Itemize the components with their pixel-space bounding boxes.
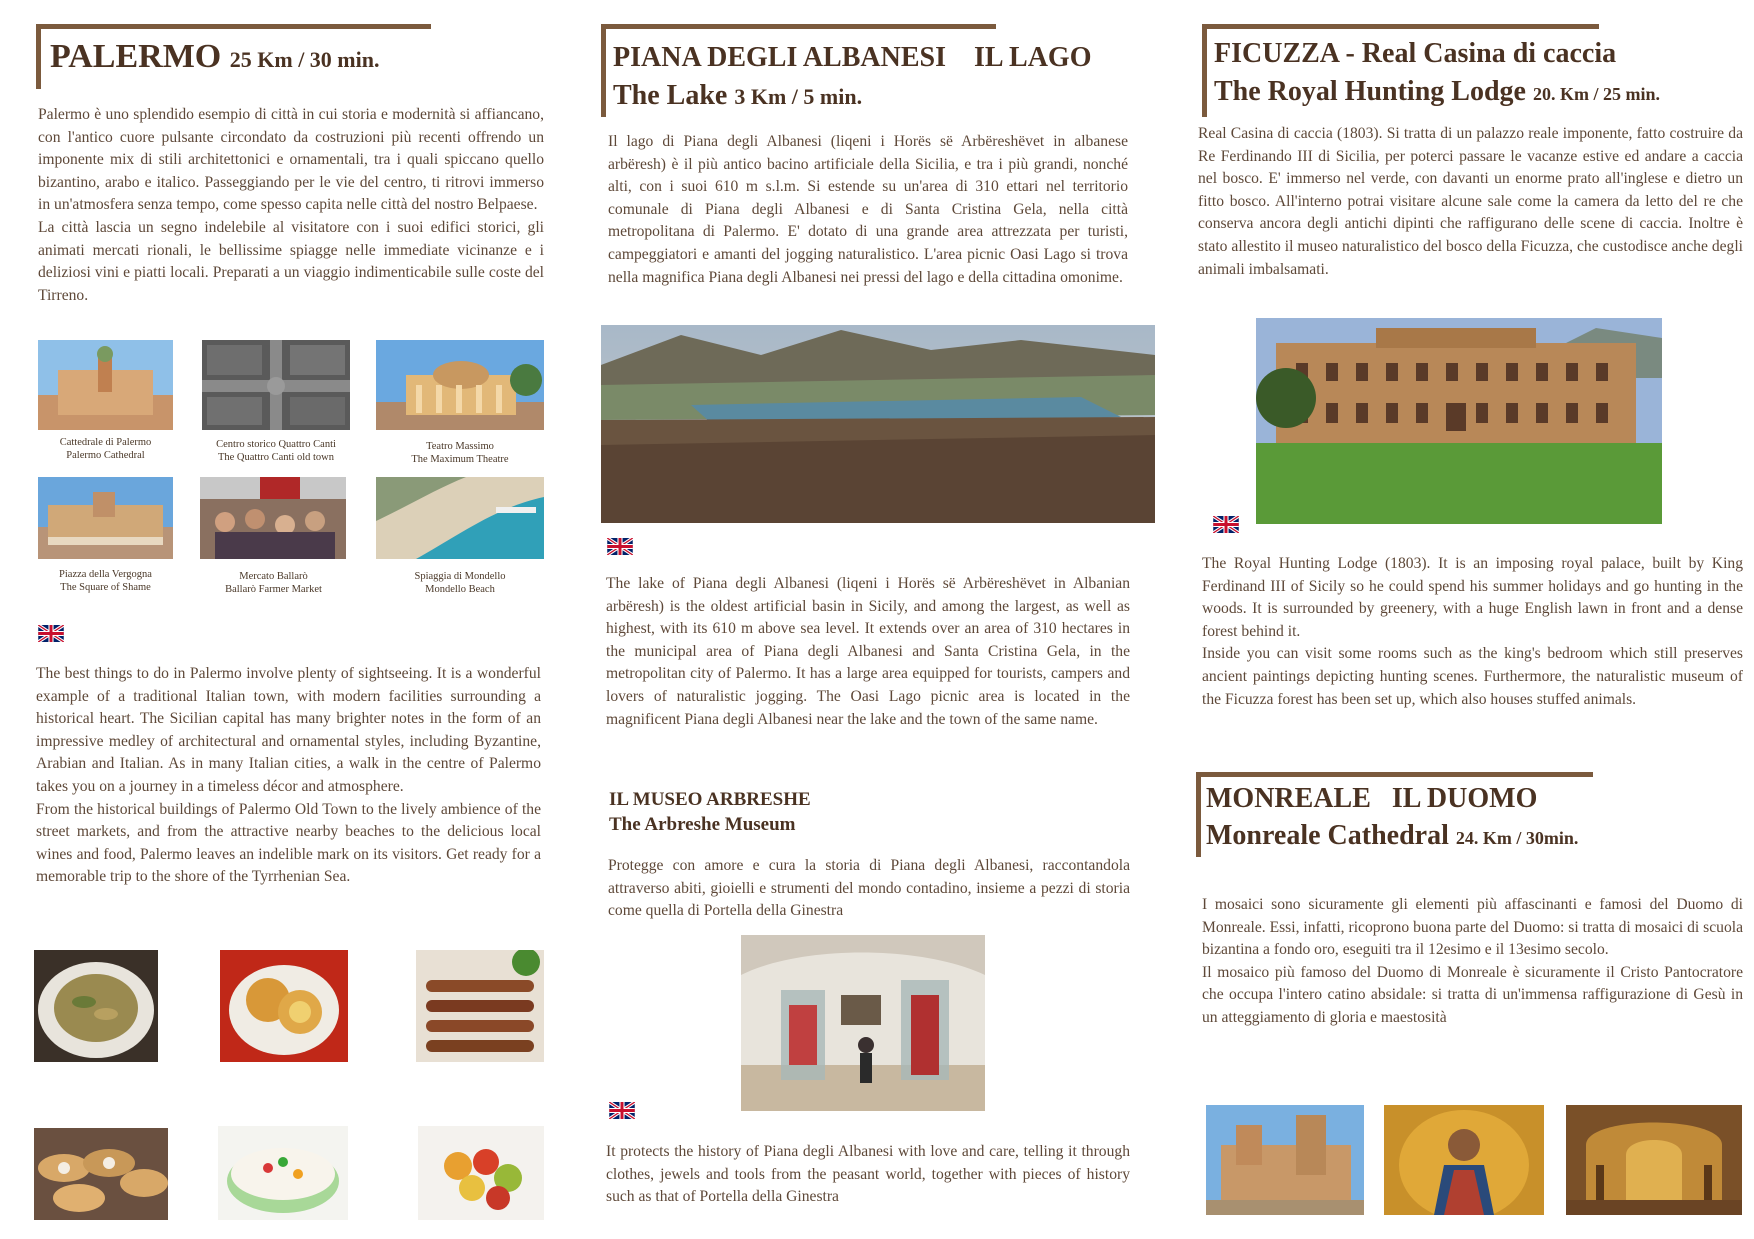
pasta-photo xyxy=(34,950,158,1062)
palermo-caption-1 xyxy=(28,436,183,462)
quattro-canti-photo xyxy=(202,340,350,430)
piana-it-text xyxy=(608,131,1128,289)
museum-it-paragraph: Protegge con amore e cura la storia di Piana degli Albanesi, raccontandola attraverso abiti, gioielli e strumenti del mondo contadino, insieme a pezzi di storia come quella di Portella della Ginestra xyxy=(608,857,1130,920)
monreale-it-paragraph: Il mosaico più famoso del Duomo di Monreale è sicuramente il Cristo Pantocratore che occupa l'intero catino absidale: si tratta di un'immensa raffigurazione di Gesù in un atteggiamento di gloria e maestosità xyxy=(1202,963,1743,1026)
ficuzza-title-line2 xyxy=(1214,78,1660,106)
palermo-en-paragraph: From the historical buildings of Palermo Old Town to the lively ambience of the street markets, and from the attractive nearby beaches to the delicious local wines and food, Palermo leaves an indelible mark on its visitors. Get ready for a memorable trip to the shore of the Tyrrhenian Sea. xyxy=(36,800,541,886)
lake-photo xyxy=(601,325,1155,523)
ficuzza-en-paragraph: The Royal Hunting Lodge (1803). It is an imposing royal palace, built by King Ferdinand III of Sicily so he could spend his summer holidays and go hunting in the woods. It is surrounded by greenery, with a huge English lawn in front and a dense forest behind it. xyxy=(1202,555,1743,640)
ficuzza-it-text xyxy=(1198,123,1743,281)
palermo-title-text: PALERMO xyxy=(50,38,222,75)
palermo-caption-4 xyxy=(28,568,183,594)
ficuzza-title-en: The Royal Hunting Lodge xyxy=(1214,76,1526,107)
palermo-caption-6 xyxy=(380,570,540,596)
ficuzza-en-text xyxy=(1202,553,1743,711)
museum-title-en: The Arbreshe Museum xyxy=(609,814,796,835)
piana-title-line2 xyxy=(613,82,862,110)
ficuzza-title-line1: FICUZZA - Real Casina di caccia xyxy=(1214,38,1617,69)
palermo-caption-5 xyxy=(196,570,351,596)
royal-lodge-photo xyxy=(1256,318,1662,524)
caption-it: Teatro Massimo xyxy=(426,441,494,452)
monreale-it-paragraph: I mosaici sono sicuramente gli elementi più affascinanti e famosi del Duomo di Monreale. Essi, infatti, ricoprono buona parte del Duomo: si tratta di mosaici di scuola bizantina a fondo oro, eseguiti tra il 12esimo e il 13esimo secolo. xyxy=(1202,896,1743,959)
mondello-beach-photo xyxy=(376,477,544,559)
museum-en-text xyxy=(606,1141,1130,1209)
monreale-title-line2 xyxy=(1206,822,1578,850)
museum-title-it: IL MUSEO ARBRESHE xyxy=(609,789,811,810)
monreale-exterior-photo xyxy=(1206,1105,1364,1215)
piana-en-text xyxy=(606,573,1130,731)
caption-en: The Square of Shame xyxy=(60,582,151,593)
ficuzza-distance: 20. Km / 25 min. xyxy=(1532,84,1660,104)
palermo-it-paragraph: Palermo è uno splendido esempio di città in cui storia e modernità si affiancano, con l'antico cuore pulsante circondato da costruzioni più recenti offrendo un imponente mix di stili architettonici e ornamentali, tra i quali spiccano quello bizantino, arabo e italico. Passeggiando per le vie del centro, ti ritrovi immerso in un'atmosfera senza tempo, come spesso capita nelle città del nostro Belpaese. xyxy=(38,106,544,214)
piana-title-lake-it: IL LAGO xyxy=(973,42,1092,73)
cristo-pantocratore-photo xyxy=(1384,1105,1544,1215)
palermo-cathedral-photo xyxy=(38,340,173,430)
museum-it-text xyxy=(608,855,1130,923)
piana-it-paragraph: Il lago di Piana degli Albanesi (liqeni i Horës së Arbëreshëvet in albanese arbëresh) è il più antico bacino artificiale della Sicilia, e tra i più grandi, nonché alti, con i suoi 610 m s.l.m. Si estende su un'area di 310 ettari nel territorio comunale di Piana degli Albanesi e di Santa Cristina Gela, nella città metropolitana di Palermo. E' dotato di una grande area attrezzata per turisti, campeggiatori e amanti del jogging naturalistico. L'area picnic Oasi Lago si trova nella magnifica Piana degli Albanesi nei pressi del lago e della cittadina omonime. xyxy=(608,133,1128,286)
cannoli-photo xyxy=(34,1128,168,1220)
uk-flag-icon xyxy=(1213,516,1239,533)
monreale-distance: 24. Km / 30min. xyxy=(1455,828,1579,848)
monreale-title-duomo: IL DUOMO xyxy=(1391,783,1538,814)
piana-title-en: The Lake xyxy=(613,80,728,111)
monreale-title-en: Monreale Cathedral xyxy=(1206,820,1449,851)
ficuzza-en-paragraph: Inside you can visit some rooms such as the king's bedroom which still preserves ancient paintings depicting hunting scenes. Furthermore, the naturalistic museum of the Ficuzza forest has been set up, which also houses stuffed animals. xyxy=(1202,645,1743,708)
caption-en: The Maximum Theatre xyxy=(411,454,509,465)
palermo-en-text xyxy=(36,663,541,889)
piana-distance: 3 Km / 5 min. xyxy=(734,84,863,109)
stigghiola-photo xyxy=(416,950,544,1062)
palermo-title xyxy=(50,40,379,74)
monreale-interior-photo xyxy=(1566,1105,1742,1215)
caption-en: The Quattro Canti old town xyxy=(217,452,335,463)
caption-it: Cattedrale di Palermo xyxy=(59,437,152,448)
museum-en-paragraph: It protects the history of Piana degli Albanesi with love and care, telling it through clothes, jewels and tools from the peasant world, together with pieces of history such as that of Portella della Ginestra xyxy=(606,1143,1130,1206)
palermo-caption-3 xyxy=(380,440,540,466)
piazza-vergogna-photo xyxy=(38,477,173,559)
teatro-massimo-photo xyxy=(376,340,544,430)
caption-it: Piazza della Vergogna xyxy=(59,569,152,580)
caption-en: Mondello Beach xyxy=(425,584,495,595)
frutta-martorana-photo xyxy=(418,1126,544,1220)
ficuzza-it-paragraph: Real Casina di caccia (1803). Si tratta di un palazzo reale imponente, fatto costruire da Re Ferdinando III di Sicilia, per poterci passare le vacanze estive ed andare a caccia nel bosco. E' immerso nel verde, con davanti un enorme prato all'inglese e dietro un fitto bosco. All'interno potrai visitare alcune sale come la camera da letto del re che conserva ancora degli antichi dipinti che raffigurano delle scene di caccia. Inoltre è stato allestito il museo naturalistico del bosco della Ficuzza, che custodisce anche degli animali imbalsamati. xyxy=(1198,125,1743,278)
uk-flag-icon xyxy=(607,538,633,555)
caption-it: Spiaggia di Mondello xyxy=(414,571,506,582)
caption-it: Mercato Ballarò xyxy=(239,571,308,582)
caption-en: Ballarò Farmer Market xyxy=(225,584,322,595)
arancini-photo xyxy=(220,950,348,1062)
mercato-ballaro-photo xyxy=(200,477,346,559)
palermo-en-paragraph: The best things to do in Palermo involve plenty of sightseeing. It is a wonderful example of a traditional Italian town, with modern facilities surrounding a historical heart. The Sicilian capital has many brighter notes in the form of an impressive medley of architectural and ornamental styles, including Byzantine, Arabian and Italian. As in many Italian cities, a walk in the centre of Palermo takes you on a journey in a timeless décor and atmosphere. xyxy=(36,665,541,795)
palermo-caption-2 xyxy=(196,438,356,464)
cassata-photo xyxy=(218,1126,348,1220)
monreale-it-text xyxy=(1202,894,1743,1030)
caption-it: Centro storico Quattro Canti xyxy=(216,439,336,450)
uk-flag-icon xyxy=(609,1102,635,1119)
piana-title-line1 xyxy=(613,44,1091,72)
monreale-title-line1 xyxy=(1206,785,1537,813)
piana-title-it: PIANA DEGLI ALBANESI xyxy=(613,42,946,73)
piana-en-paragraph: The lake of Piana degli Albanesi (liqeni i Horës së Arbëreshëvet in Albanian arbëresh) is the oldest artificial basin in Sicily, and among the largest, as well as highest, with its 610 m above sea level. It extends over an area of 310 hectares in the municipal area of Piana degli Albanesi and Santa Cristina Gela, in the metropolitan city of Palermo. It has a large area equipped for tourists, campers and lovers of naturalistic jogging. The Oasi Lago picnic area is located in the magnificent Piana degli Albanesi near the lake and the town of the same name. xyxy=(606,575,1130,728)
monreale-title-it: MONREALE xyxy=(1206,783,1371,814)
palermo-distance: 25 Km / 30 min. xyxy=(229,47,380,72)
palermo-it-text xyxy=(38,104,544,307)
caption-en: Palermo Cathedral xyxy=(66,450,145,461)
palermo-it-paragraph: La città lascia un segno indelebile al visitatore con i suoi edifici storici, gli animati mercati rionali, le bellissime spiagge nelle immediate vicinanze e i deliziosi vini e piatti locali. Preparati a un viaggio indimenticabile sulle coste del Tirreno. xyxy=(38,218,544,304)
museum-photo xyxy=(741,935,985,1111)
uk-flag-icon xyxy=(38,625,64,642)
